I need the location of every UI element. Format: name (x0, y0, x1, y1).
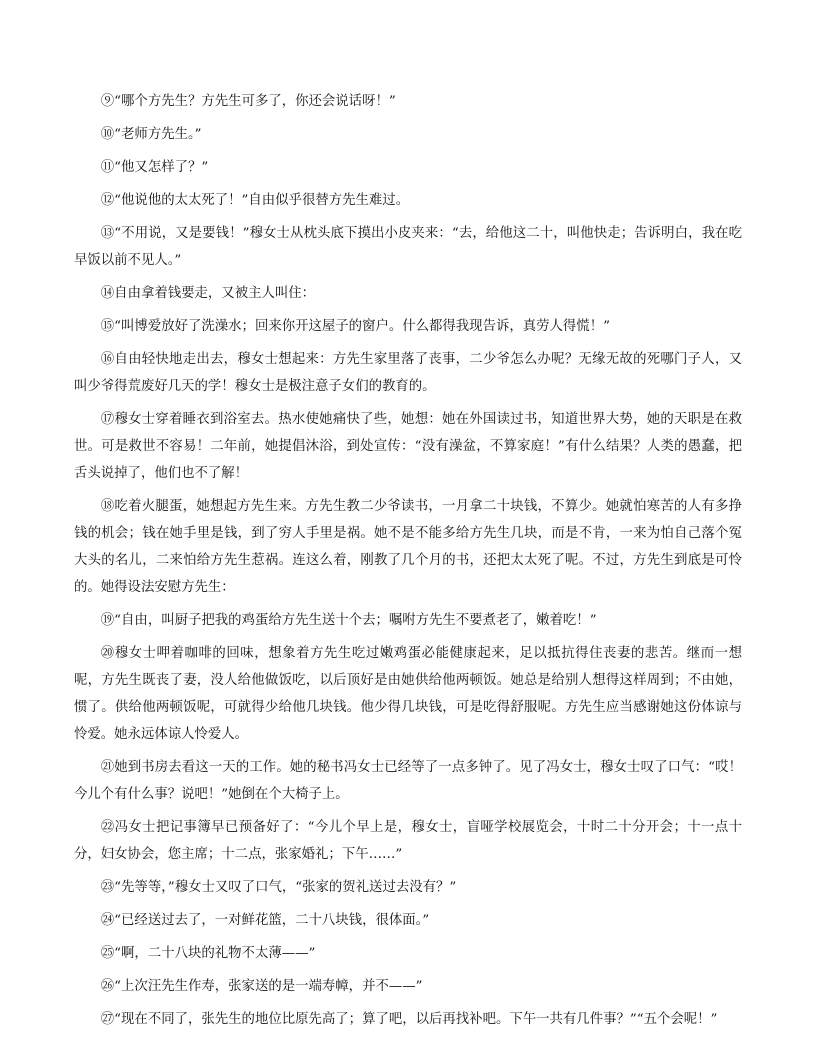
paragraph-25: ㉕“啊，二十八块的礼物不太薄——” (100, 946, 316, 961)
paragraph-10: ⑩“老师方先生。” (100, 127, 202, 142)
paragraph-9: ⑨“哪个方先生？方先生可多了，你还会说话呀！” (100, 94, 396, 109)
paragraph-12: ⑫“他说他的太太死了！”自由似乎很替方先生难过。 (100, 193, 410, 208)
paragraph-20: ⑳穆女士呷着咖啡的回味，想象着方先生吃过嫩鸡蛋必能健康起来，足以抵抗得住丧妻的悲苦。继而一想呢，方先生既丧了妻，没人给他做饭吃，以后顶好是由她供给他两顿饭。她总是给别人想得这样周到；不由她，惯了。供给他两顿饭呢，可就得少给他几块钱。他少得几块钱，可是吃得舒服呢。方先生应当感谢她这份体谅与怜爱。她永远体谅人怜爱人。 (74, 646, 742, 742)
paragraph-17: ⑰穆女士穿着睡衣到浴室去。热水使她痛快了些，她想：她在外国读过书，知道世界大势，她的天职是在救世。可是救世不容易！二年前，她提倡沐浴，到处宣传：“没有澡盆，不算家庭！”有什么结果？人类的愚蠢，把舌头说掉了，他们也不了解！ (74, 412, 742, 481)
paragraph-19: ⑲“自由，叫厨子把我的鸡蛋给方先生送十个去；嘱咐方先生不要煮老了，嫩着吃！” (100, 613, 597, 628)
document-body (74, 88, 742, 1033)
paragraph-21: ㉑她到书房去看这一天的工作。她的秘书冯女士已经等了一点多钟了。见了冯女士，穆女士叹了口气：“哎！今儿个有什么事？说吧！”她倒在个大椅子上。 (74, 760, 742, 802)
paragraph-27: ㉗“现在不同了，张先生的地位比原先高了；算了吧，以后再找补吧。下午一共有几件事？”“五个会呢！” (100, 1012, 718, 1027)
paragraph-24: ㉔“已经送过去了，一对鲜花篮，二十八块钱，很体面。” (100, 913, 430, 928)
paragraph-13: ⑬“不用说，又是要钱！”穆女士从枕头底下摸出小皮夹来：“去，给他这二十，叫他快走；告诉明白，我在吃早饭以前不见人。” (74, 226, 742, 268)
paragraph-15: ⑮“叫博爱放好了洗澡水；回来你开这屋子的窗户。什么都得我现告诉，真劳人得慌！” (100, 319, 610, 334)
paragraph-23: ㉓“先等等，”穆女士又叹了口气，“张家的贺礼送过去没有？” (100, 880, 457, 895)
paragraph-16: ⑯自由轻快地走出去，穆女士想起来：方先生家里落了丧事，二少爷怎么办呢？无缘无故的死哪门子人，又叫少爷得荒废好几天的学！穆女士是极注意子女们的教育的。 (74, 352, 742, 394)
paragraph-26: ㉖“上次汪先生作寿，张家送的是一端寿幛，并不——” (100, 979, 423, 994)
paragraph-14: ⑭自由拿着钱要走，又被主人叫住： (100, 286, 316, 301)
paragraph-18: ⑱吃着火腿蛋，她想起方先生来。方先生教二少爷读书，一月拿二十块钱，不算少。她就怕寒苦的人有多挣钱的机会；钱在她手里是钱，到了穷人手里是祸。她不是不能多给方先生几块，而是不肯，一来为怕自己落个冤大头的名儿，二来怕给方先生惹祸。连这么着，刚教了几个月的书，还把太太死了呢。不过，方先生到底是可怜的。她得设法安慰方先生： (74, 499, 742, 595)
paragraph-22: ㉒冯女士把记事簿早已预备好了：“今儿个早上是，穆女士，盲哑学校展览会，十时二十分开会；十一点十分，妇女协会，您主席；十二点，张家婚礼；下午……” (74, 820, 742, 862)
paragraph-11: ⑪“他又怎样了？” (100, 160, 209, 175)
